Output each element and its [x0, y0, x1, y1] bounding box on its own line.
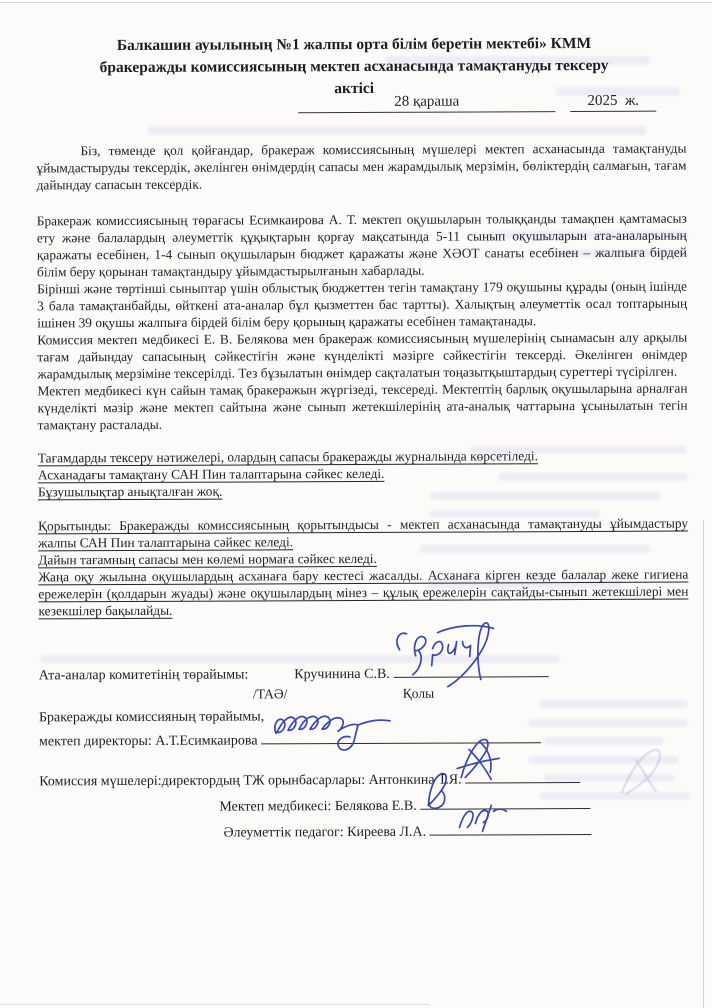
handwritten-signature-kruchinina [385, 615, 497, 690]
handwritten-signature-esimkairova [269, 698, 395, 755]
signature-row-parent-committee [39, 663, 689, 685]
signature-line-belyakova [420, 795, 590, 810]
parent-committee-label: Ата-аналар комитетінің төрайымы: [38, 667, 249, 684]
finding-sanpin: Асханадағы тамақтану САН Пин талаптарына сәйкес келеді. [37, 465, 385, 483]
brakerazh-chair-line1: Бракеражды комиссияның төрайымы, [38, 709, 265, 726]
conclusion-block [38, 515, 688, 620]
paragraph-commission-check: Комиссия мектеп медбикесі Е. В. Белякова мен бракераж комиссиясының мүшелерінің сынамасын алу арқылы тағам дайындау сапасының сәйкестігін және күнделікті мәзірге сәйкестігін тексерді. Әкелінген өнімдер жарамдылық мерзіміне тексерілді. Тез бұзылатын өнімдер сақталатын тоңазытқыштардың суреттері түсірілген. [37, 329, 688, 382]
title-line-3: актісі [334, 79, 375, 98]
findings-block [38, 447, 688, 501]
document-title [28, 33, 680, 102]
signature-row-director [39, 729, 689, 751]
nurse-label: Мектеп медбикесі: Белякова Е.В. [219, 798, 417, 815]
brakerazh-chair-line2: мектеп директоры: А.Т.Есимкаирова [39, 733, 258, 750]
signature-line-esimkairova [261, 729, 541, 744]
conclusion-quality: Дайын тағамның сапасы мен көлемі нормаға сәйкес келеді. [38, 550, 377, 568]
conclusion-schedule: Жаңа оқу жылына оқушылардың асханаға бару кестесі жасалды. Асханаға кірген кезде балалар жеке гигиена ережелерін (қолдарын жуады) және оқушылардың мінез – құлық ережелерін сақтайды-сынып жетекшілері мен кезекшілер бақылайды. [38, 566, 689, 619]
signature-line-kireeva [430, 821, 592, 836]
caption-signature: Қолы [402, 685, 435, 701]
members-label: Комиссия мүшелері:директордың ТЖ орынбасарлары: Антонкина Т.Я. [39, 772, 462, 790]
paragraph-intro: Біз, төменде қол қойғандар, бракераж комиссиясының мүшелері мектеп асханасында тамақтануды ұйымдастыруды тексердік, әкелінген өнімдердің сапасы мен жарамдылық мерзімін, бөліктердің салмағын, тағам дайындау сапасын тексердік. [36, 140, 687, 193]
paragraph-chairman: Бракераж комиссиясының төрағасы Есимкаирова А. Т. мектеп оқушыларын толыққанды тамақпен қамтамасыз ету және балалардың әлеуметтік құқықтарын қорғау мақсатында 5-11 сынып оқушыларын ата-аналарының қаражаты есебінен, 1-4 сынып оқушыларын бюджет қаражаты және ХӘОТ санаты есебінен – жалпыға бірдей білім беру қорынан тамақтандыру ұйымдастырылғанын хабарлады. [36, 210, 687, 280]
signatures-block [39, 663, 690, 843]
date-year: 2025 ж. [570, 93, 656, 112]
signature-captions [39, 684, 689, 705]
conclusion-main: Қорытынды: Бракеражды комиссиясының қорытындысы - мектеп асханасында тамақтануды ұйымдастыру жалпы САН Пин талаптарына сәйкес келеді. [38, 515, 689, 551]
paragraph-free-meals: Бірінші және төртінші сыныптар үшін облыстық бюджеттен тегін тамақтану 179 оқушыны құрады (оның ішінде 3 бала тамақтанбайды, өйткені ата-аналар бұл қызметтен бас тартты). Халықтың әлеуметтік осал топтарының ішінен 39 оқушы жалпыға бірдей білім беру қорының қаражаты есебінен тамақтанады. [37, 278, 688, 331]
finding-journal: Тағамдарды тексеру нәтижелері, олардың сапасы бракеражды журналында көрсетіледі. [37, 448, 538, 466]
social-pedagog-label: Әлеуметтік педагог: Киреева Л.А. [223, 824, 427, 841]
title-line-2: бракеражды комиссиясының мектеп асханасында тамақтануды тексеру [99, 56, 609, 77]
caption-fio: /ТАӘ/ [252, 686, 288, 702]
paragraph-nurse-daily: Мектеп медбикесі күн сайын тамақ бракеражын жүргізеді, тексереді. Мектептің барлық оқушыларына арналған күнделікті мәзір және мектеп сайтына және сынып жетекшілерінің ата-аналық чаттарына ұсынылатын тегін тамақтану расталады. [37, 380, 688, 433]
signature-row-nurse [219, 795, 689, 816]
finding-no-violations: Бұзушылықтар анықталған жоқ. [37, 483, 223, 500]
date-day-month: 28 қараша [298, 93, 555, 113]
document-body [36, 140, 689, 843]
signature-line-antonkina [465, 769, 580, 784]
signature-line-kruchinina [393, 663, 548, 678]
signature-row-members [39, 769, 689, 791]
title-line-1: Балкашин ауылының №1 жалпы орта білім беретін мектебі» КММ [116, 34, 592, 55]
parent-committee-name: Кручинина С.В. [294, 666, 390, 683]
signature-row-social-pedagog [223, 821, 689, 842]
